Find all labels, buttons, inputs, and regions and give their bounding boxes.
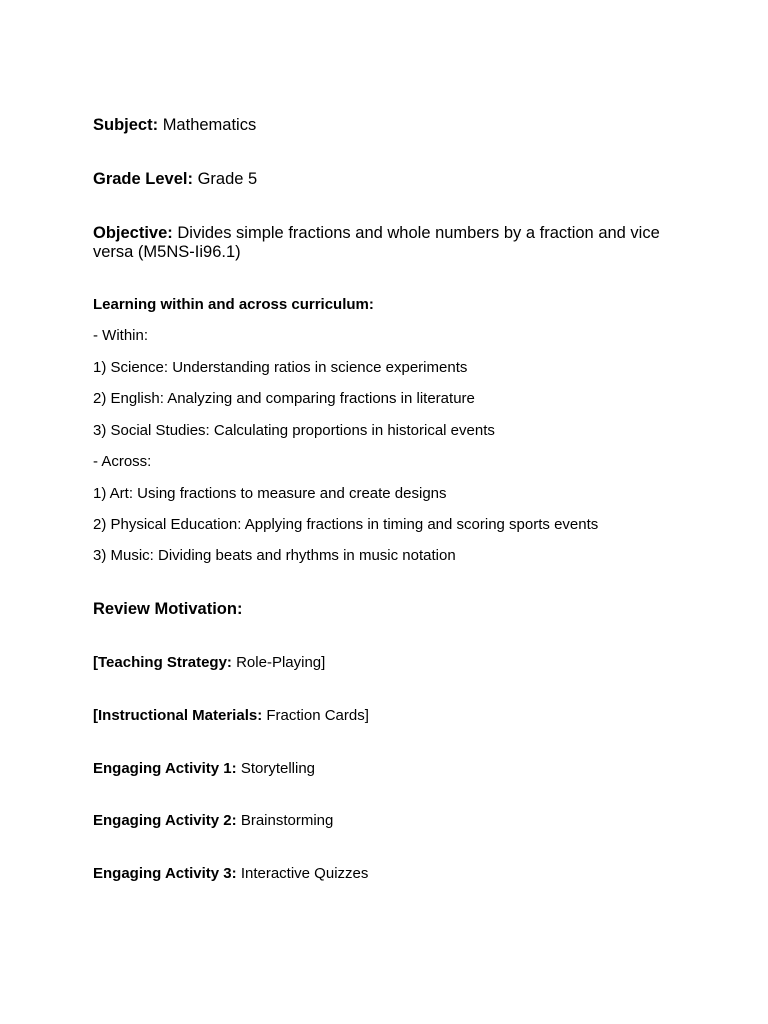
activity-line [93, 812, 333, 830]
activity-value: Storytelling [240, 760, 316, 777]
activity-line [93, 865, 368, 883]
activity-line [93, 760, 315, 778]
across-item: 3) Music: Dividing beats and rhythms in music notation [93, 547, 456, 564]
grade-value: Grade 5 [197, 170, 258, 188]
within-item: 3) Social Studies: Calculating proportions in historical events [93, 422, 495, 439]
across-item: 1) Art: Using fractions to measure and create designs [93, 485, 447, 502]
strategy-line [93, 654, 325, 672]
objective-value: Divides simple fractions and whole numbers by a fraction and vice versa (M5NS-Ii96.1) [93, 224, 660, 261]
review-heading: Review Motivation: [93, 600, 243, 618]
activity-label: Engaging Activity 3: [93, 865, 237, 882]
within-item: 2) English: Analyzing and comparing fractions in literature [93, 390, 475, 407]
strategy-label: [Teaching Strategy: [93, 654, 232, 671]
grade-label: Grade Level: [93, 170, 193, 188]
curriculum-heading: Learning within and across curriculum: [93, 296, 374, 313]
activity-value: Interactive Quizzes [240, 865, 369, 882]
subject-label: Subject: [93, 116, 159, 134]
grade-line [93, 170, 257, 189]
activity-label: Engaging Activity 2: [93, 812, 237, 829]
strategy-value: Role-Playing] [236, 654, 326, 671]
activity-label: Engaging Activity 1: [93, 760, 237, 777]
within-label: - Within: [93, 327, 149, 344]
subject-value: Mathematics [162, 116, 257, 134]
across-item: 2) Physical Education: Applying fractions in timing and scoring sports events [93, 516, 599, 533]
activity-value: Brainstorming [240, 812, 334, 829]
within-item: 1) Science: Understanding ratios in science experiments [93, 359, 468, 376]
objective-label: Objective: [93, 224, 173, 242]
subject-line [93, 116, 256, 135]
across-label: - Across: [93, 453, 152, 470]
materials-value: Fraction Cards] [266, 707, 369, 724]
objective-line [93, 224, 683, 262]
materials-label: [Instructional Materials: [93, 707, 263, 724]
materials-line [93, 707, 369, 725]
